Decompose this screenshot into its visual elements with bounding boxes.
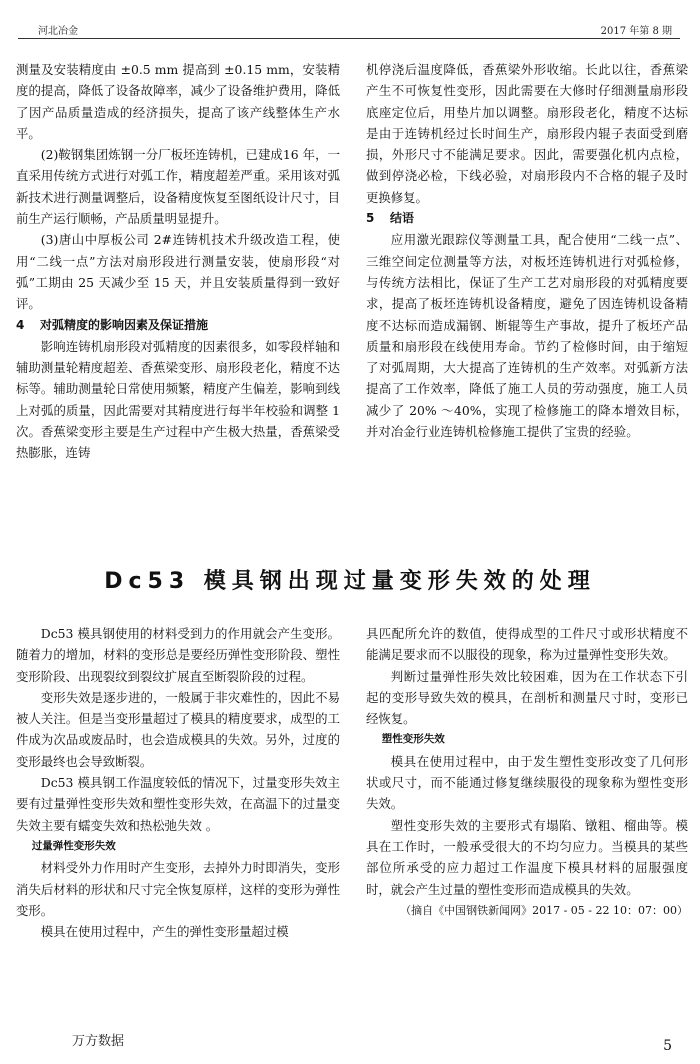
page-number: 5: [663, 1038, 672, 1054]
article-title: Dc53 模具钢出现过量变形失效的处理: [104, 569, 596, 594]
paragraph: 变形失效是逐步进的，一般属于非灾难性的，因此不易被人关注。但是当变形量超过了模具的精度要求，成型的工件成为次品或废品时，也会造成模具的失效。另外，过度的变形最终也会导致断裂。: [16, 689, 340, 769]
paragraph: 判断过量弹性形失效比较困难，因为在工作状态下引起的变形导致失效的模具，在剖析和测量尺寸时，变形已经恢复。: [366, 668, 688, 727]
section-title: 对弧精度的影响因素及保证措施: [40, 317, 209, 332]
subsection-heading: 塑性变形失效: [381, 733, 445, 746]
paragraph: 机停浇后温度降低，香蕉梁外形收缩。长此以往，香蕉梁产生不可恢复性变形，因此需要在大修时仔细测量扇形段底座定位后，用垫片加以调整。扇形段老化，精度不达标是由于连铸机经过长时间生产，扇形段内辊子表面受到磨损，外形尺寸不能满足要求。因此，需要强化机内点检，做到停浇必检，下线必验，对扇形段内不合格的辊子及时更换修复。: [366, 62, 688, 205]
paragraph: 材料受外力作用时产生变形，去掉外力时即消失，变形消失后材料的形状和尺寸完全恢复原样，这样的变形为弹性变形。: [16, 860, 340, 918]
subsection-heading: 过量弹性变形失效: [31, 839, 116, 852]
paragraph: 塑性变形失效的主要形式有塌陷、镦粗、榴曲等。模具在工作时，一般承受很大的不均匀应力。当模具的某些部位所承受的应力超过工作温度下模具材料的屈服强度时，就会产生过量的塑性变形而造成模具的失效。: [366, 817, 688, 897]
source-citation: （摘自《中国钢铁新闻网》2017 - 05 - 22 10：07：00）: [400, 903, 688, 917]
section-number: 4: [16, 317, 25, 332]
running-header: [18, 22, 680, 36]
article1-column-right: [366, 59, 688, 442]
paragraph: 模具在使用过程中，由于发生塑性变形改变了几何形状或尺寸，而不能通过修复继续服役的现象称为塑性变形失效。: [366, 753, 688, 812]
article2-column-left: [16, 623, 340, 942]
watermark-text: 万方数据: [72, 1034, 125, 1049]
section-title: 结语: [390, 211, 415, 226]
paragraph: (2)鞍钢集团炼钢一分厂板坯连铸机，已建成16 年，一直采用传统方式进行对弧工作，精度超差严重。采用该对弧新技术进行测量调整后，设备精度恢复至图纸设计尺寸，目前生产运行顺畅，产品质量明显提升。: [16, 147, 340, 227]
paragraph: 具匹配所允许的数值，使得成型的工件尺寸或形状精度不能满足要求而不以服役的现象，称为过量弹性变形失效。: [366, 626, 688, 663]
article2-column-right: [366, 623, 688, 921]
issue-label: 2017 年第 8 期: [600, 26, 672, 37]
header-rule: [18, 38, 680, 39]
paragraph: 模具在使用过程中，产生的弹性变形量超过模: [40, 924, 289, 940]
paragraph: (3)唐山中厚板公司 2#连铸机技术升级改造工程，使用“二线一点”方法对扇形段进行测量安装，使扇形段“对弧”工期由 25 天减少至 15 天，并且安装质量得到一致好评。: [16, 232, 340, 312]
paragraph: Dc53 模具钢使用的材料受到力的作用就会产生变形。随着力的增加，材料的变形总是要经历弹性变形阶段、塑性变形阶段、出现裂纹到裂纹扩展直至断裂阶段的过程。: [16, 626, 340, 684]
section-number: 5: [366, 211, 375, 226]
section-heading: [16, 315, 340, 336]
paragraph: 测量及安装精度由 ±0.5 mm 提高到 ±0.15 mm，安装精度的提高，降低了设备故障率，减少了设备维护费用，降低了因产品质量造成的经济损失，提高了该产线整体生产水平。: [16, 62, 340, 141]
paragraph: 应用激光跟踪仪等测量工具，配合使用“二线一点”、三维空间定位测量等方法，对板坯连铸机进行对弧检修，与传统方法相比，保证了生产工艺对扇形段的对弧精度要求，提高了板坯连铸机设备精度，避免了因连铸机设备精度不达标而造成漏钢、断辊等生产事故，提升了板坯产品质量和扇形段在线使用寿命。节约了检修时间，由于缩短了对弧周期，大大提高了连铸机的生产效率。对弧新方法提高了工作效率，降低了施工人员的劳动强度，施工人员减少了 20% ～40%，实现了检修施工的降本增效目标，并对冶金行业连铸机检修施工提供了宝贵的经验。: [366, 232, 688, 440]
article1-column-left: [16, 59, 340, 464]
paragraph: 影响连铸机扇形段对弧精度的因素很多，如零段样轴和辅助测量轮精度超差、香蕉梁变形、扇形段老化，精度不达标等。辅助测量轮日常使用频繁，精度产生偏差，影响到线上对弧的质量，因此需要对其精度进行每半年校验和调整 1 次。香蕉梁变形主要是生产过程中产生极大热量，香蕉梁受热膨胀，连铸: [16, 338, 340, 461]
journal-name: 河北冶金: [38, 26, 78, 37]
section-heading: [366, 208, 688, 229]
paragraph: Dc53 模具钢工作温度较低的情况下，过量变形失效主要有过量弹性变形失效和塑性变形失效，在高温下的过量变失效主要有蠕变失效和热松弛失效 。: [16, 775, 340, 833]
